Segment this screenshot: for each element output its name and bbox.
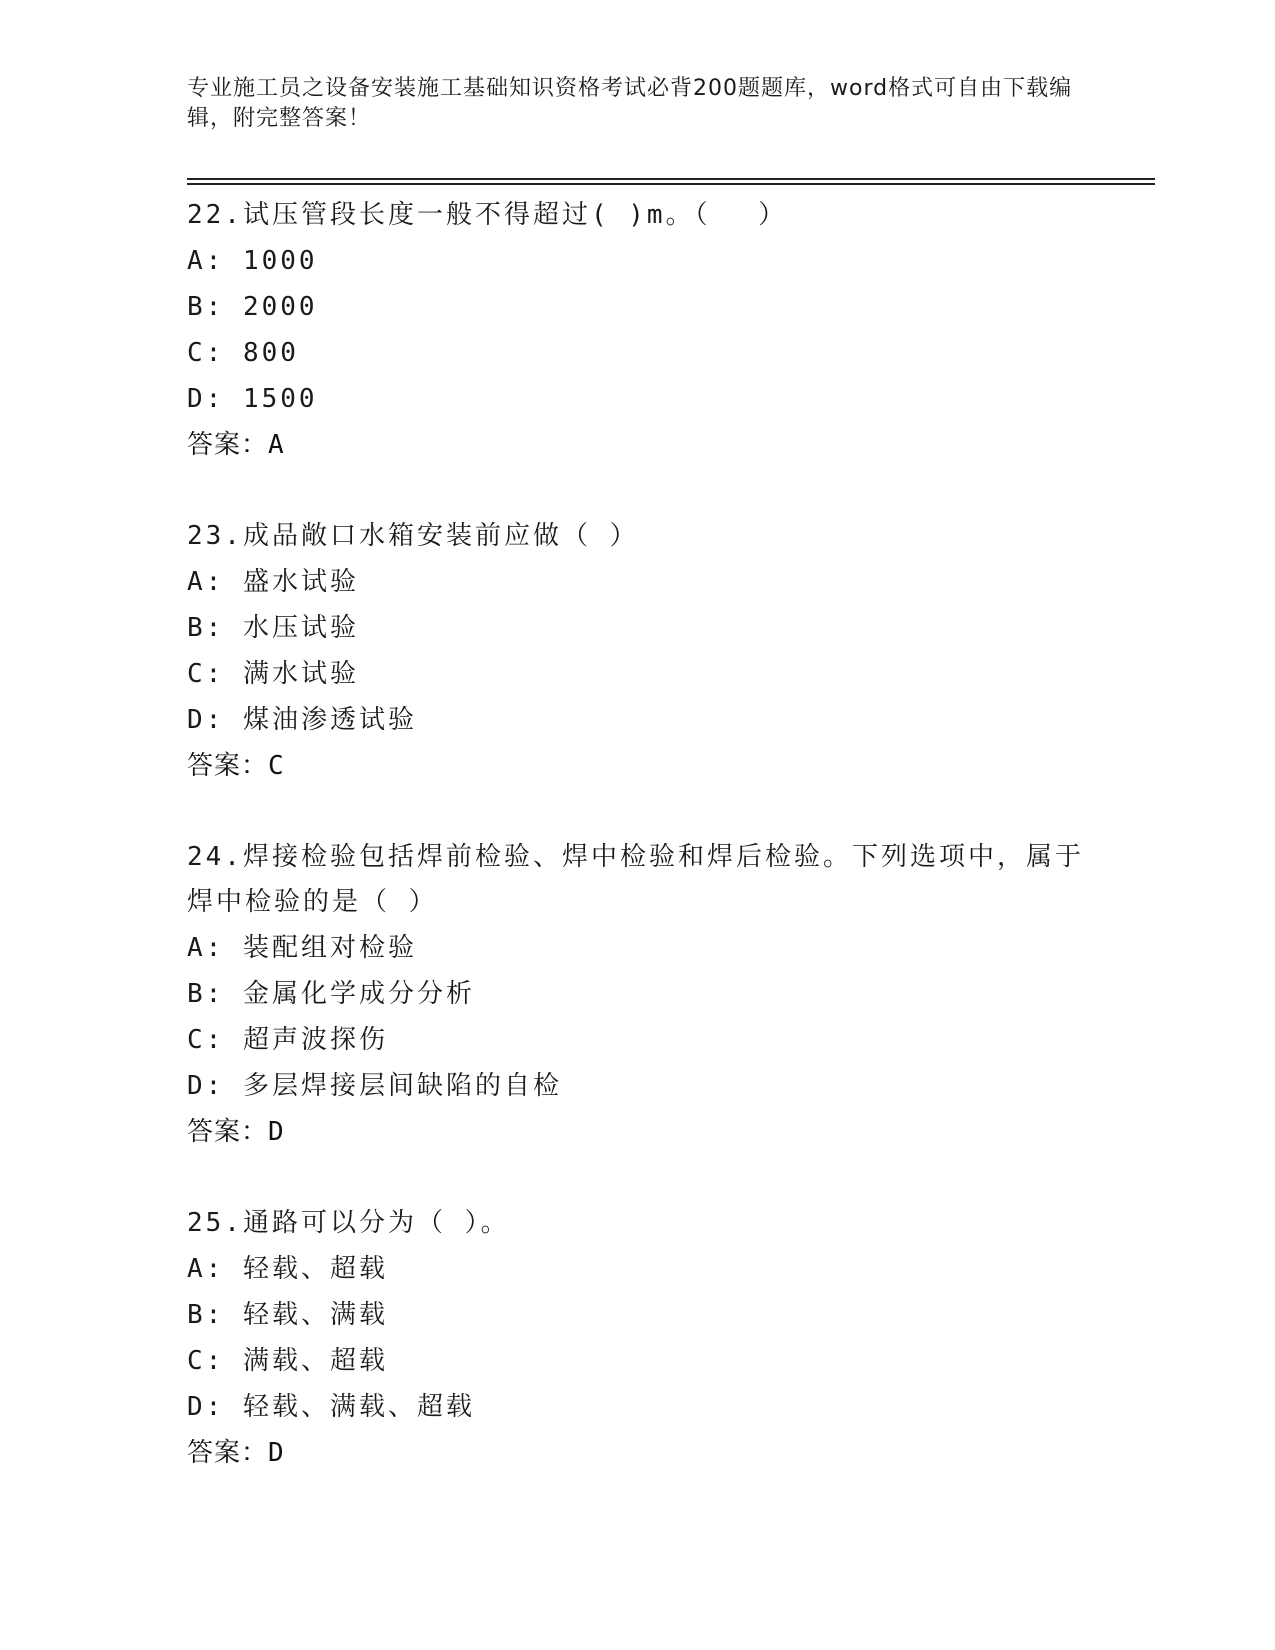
option-b: B: 金属化学成分分析: [187, 979, 475, 1009]
question-stem: 23.成品敞口水箱安装前应做（ ）: [187, 521, 639, 551]
answer-value: C: [268, 751, 285, 781]
header-rule-bottom: [187, 183, 1155, 185]
question-stem: 24.焊接检验包括焊前检验、焊中检验和焊后检验。下列选项中，属于焊中检验的是（ ）: [187, 842, 1084, 917]
option-a: A: 盛水试验: [187, 567, 359, 597]
option-a: A: 装配组对检验: [187, 933, 417, 963]
question-23: [187, 514, 1087, 789]
answer-line: [187, 1109, 1087, 1155]
answer-label: 答案：: [187, 430, 269, 460]
option-a: A: 轻载、超载: [187, 1254, 388, 1284]
answer-value: D: [268, 1438, 285, 1468]
option-c: C: 满水试验: [187, 659, 359, 689]
question-22: [187, 193, 1087, 468]
option-d: D: 1500: [187, 384, 318, 414]
option-d: D: 多层焊接层间缺陷的自检: [187, 1071, 562, 1101]
option-b: B: 水压试验: [187, 613, 359, 643]
answer-value: D: [268, 1117, 285, 1147]
option-a: A: 1000: [187, 246, 318, 276]
answer-line: [187, 422, 1087, 468]
option-b: B: 轻载、满载: [187, 1300, 388, 1330]
question-stem: 25.通路可以分为（ ）。: [187, 1208, 510, 1238]
option-b: B: 2000: [187, 292, 318, 322]
answer-label: 答案：: [187, 1438, 269, 1468]
option-c: C: 超声波探伤: [187, 1025, 388, 1055]
question-24: [187, 835, 1087, 1155]
header-rule-top: [187, 178, 1155, 180]
question-25: [187, 1201, 1087, 1476]
answer-line: [187, 1430, 1087, 1476]
answer-label: 答案：: [187, 1117, 269, 1147]
option-c: C: 满载、超载: [187, 1346, 388, 1376]
answer-line: [187, 743, 1087, 789]
question-stem: 22.试压管段长度一般不得超过( )m。（ ）: [187, 200, 788, 230]
document-header: 专业施工员之设备安装施工基础知识资格考试必背200题题库，word格式可自由下载编辑，附完整答案！: [187, 76, 1073, 131]
question-list: [187, 193, 1087, 1522]
answer-value: A: [268, 430, 285, 460]
option-c: C: 800: [187, 338, 299, 368]
answer-label: 答案：: [187, 751, 269, 781]
option-d: D: 轻载、满载、超载: [187, 1392, 475, 1422]
option-d: D: 煤油渗透试验: [187, 705, 417, 735]
